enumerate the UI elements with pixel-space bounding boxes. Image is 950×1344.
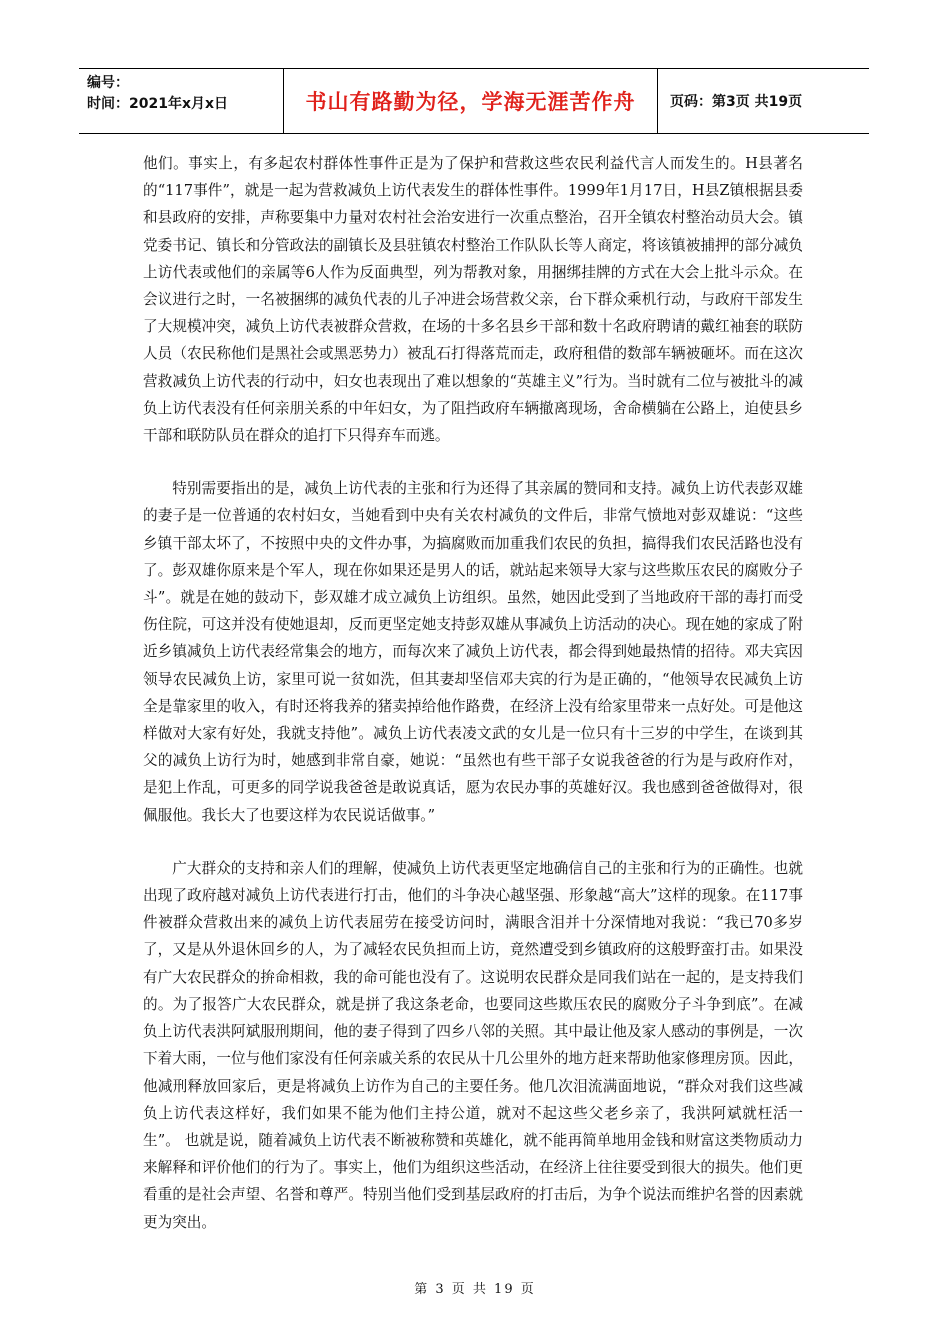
paragraph-1: 他们。事实上，有多起农村群体性事件正是为了保护和营救这些农民利益代言人而发生的。H县著名的“117事件”，就是一起为营救减负上访代表发生的群体性事件。1999年1月17日，H县Z镇根据县委和县政府的安排，声称要集中力量对农村社会治安进行一次重点整治，召开全镇农村整治动员大会。镇党委书记、镇长和分管政法的副镇长及县驻镇农村整治工作队队长等人商定，将该镇被捕押的部分减负上访代表或他们的亲属等6人作为反面典型，列为帮教对象，用捆绑挂牌的方式在大会上批斗示众。在会议进行之时，一名被捆绑的减负代表的儿子冲进会场营救父亲，台下群众乘机行动，与政府干部发生了大规模冲突，减负上访代表被群众营救，在场的十多名县乡干部和数十名政府聘请的戴红袖套的联防人员（农民称他们是黑社会或黑恶势力）被乱石打得落荒而走，政府租借的数部车辆被砸坏。而在这次营救减负上访代表的行动中，妇女也表现出了难以想象的“英雄主义”行为。当时就有二位与被批斗的减负上访代表没有任何亲朋关系的中年妇女，为了阻挡政府车辆撤离现场，舍命横躺在公路上，迫使县乡干部和联防队员在群众的追打下只得弃车而逃。	[143, 155, 803, 445]
header-meta	[79, 69, 284, 133]
page-header	[79, 68, 869, 134]
paragraph-3: 广大群众的支持和亲人们的理解，使减负上访代表更坚定地确信自己的主张和行为的正确性。也就出现了政府越对减负上访代表进行打击，他们的斗争决心越坚强、形象越“高大”这样的现象。在117事件被群众营救出来的减负上访代表屈劳在接受访问时，满眼含泪并十分深情地对我说：“我已70多岁了，又是从外退休回乡的人，为了减轻农民负担而上访，竟然遭受到乡镇政府的这般野蛮打击。如果没有广大农民群众的拚命相救，我的命可能也没有了。这说明农民群众是同我们站在一起的，是支持我们的。为了报答广大农民群众，就是拼了我这条老命，也要同这些欺压农民的腐败分子斗争到底”。在减负上访代表洪阿斌服刑期间，他的妻子得到了四乡八邻的关照。其中最让他及家人感动的事例是，一次下着大雨，一位与他们家没有任何亲戚关系的农民从十几公里外的地方赶来帮助他家修理房顶。因此，他减刑释放回家后，更是将减负上访作为自己的主要任务。他几次泪流满面地说，“群众对我们这些减负上访代表这样好，我们如果不能为他们主持公道，就对不起这些父老乡亲了，我洪阿斌就枉活一生”。 也就是说，随着减负上访代表不断被称赞和英雄化，就不能再简单地用金钱和财富这类物质动力来解释和评价他们的行为了。事实上，他们为组织这些活动，在经济上往往要受到很大的损失。他们更看重的是社会声望、名誉和尊严。特别当他们受到基层政府的打击后，为争个说法而维护名誉的因素就更为突出。	[143, 859, 803, 1231]
document-body	[143, 150, 803, 1262]
page-footer: 第 3 页 共 19 页	[414, 1282, 536, 1297]
header-page-info: 页码：第3页 共19页	[670, 94, 803, 110]
document-date-label: 时间：2021年x月x日	[87, 96, 229, 112]
paragraph-2: 特别需要指出的是，减负上访代表的主张和行为还得了其亲属的赞同和支持。减负上访代表彭双雄的妻子是一位普通的农村妇女，当她看到中央有关农村减负的文件后，非常气愤地对彭双雄说：“这些乡镇干部太坏了，不按照中央的文件办事，为搞腐败而加重我们农民的负担，搞得我们农民活路也没有了。彭双雄你原来是个军人，现在你如果还是男人的话，就站起来领导大家与这些欺压农民的腐败分子斗”。就是在她的鼓动下，彭双雄才成立减负上访组织。虽然，她因此受到了当地政府干部的毒打而受伤住院，可这并没有使她退却，反而更坚定她支持彭双雄从事减负上访活动的决心。现在她的家成了附近乡镇减负上访代表经常集会的地方，而每次来了减负上访代表，都会得到她最热情的招待。邓夫宾因领导农民减负上访，家里可说一贫如洗，但其妻却坚信邓夫宾的行为是正确的，“他领导农民减负上访全是靠家里的收入，有时还将我养的猪卖掉给他作路费，在经济上没有给家里带来一点好处。可是他这样做对大家有好处，我就支持他”。减负上访代表凌文武的女儿是一位只有十三岁的中学生，在谈到其父的减负上访行为时，她感到非常自豪，她说：“虽然也有些干部子女说我爸爸的行为是与政府作对，是犯上作乱，可更多的同学说我爸爸是敢说真话，愿为农民办事的英雄好汉。我也感到爸爸做得对，很佩服他。我长大了也要这样为农民说话做事。”	[143, 480, 803, 824]
document-number-label: 编号：	[87, 75, 129, 91]
header-motto: 书山有路勤为径，学海无涯苦作舟	[284, 69, 658, 133]
